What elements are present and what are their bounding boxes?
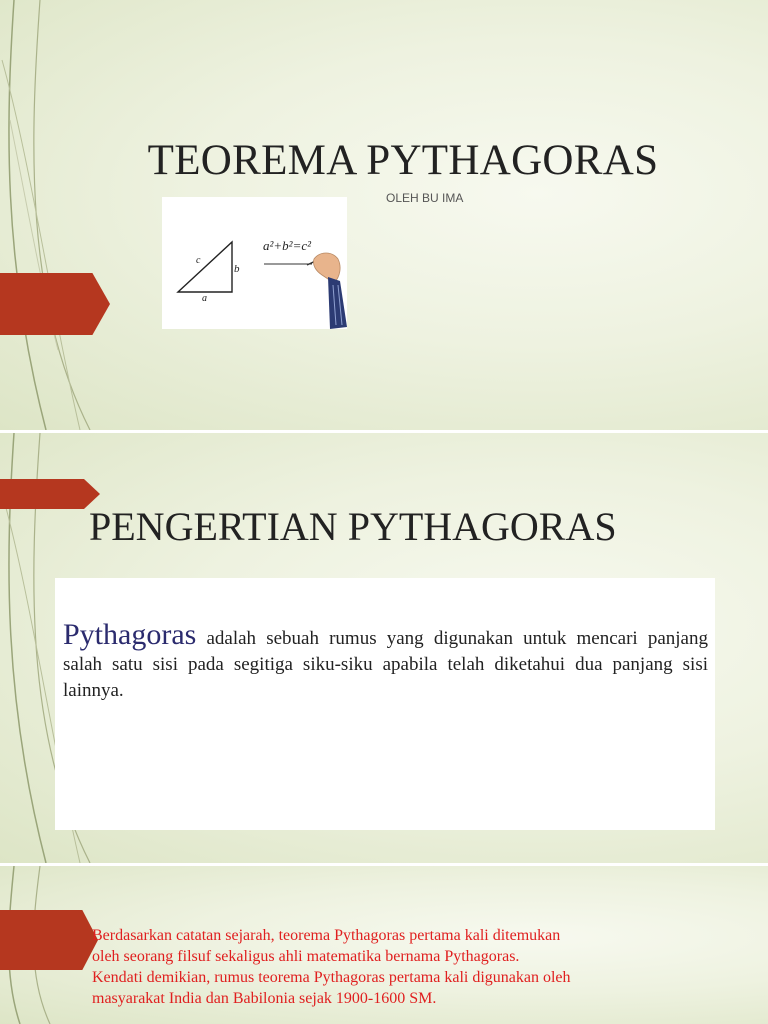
- lead-word: Pythagoras: [63, 618, 197, 651]
- history-text: [92, 925, 712, 1009]
- label-a: a: [202, 293, 207, 304]
- definition-text: [63, 618, 708, 704]
- history-line: Kendati demikian, rumus teorema Pythagoras pertama kali digunakan oleh: [92, 969, 571, 986]
- accent-arrow: [0, 910, 98, 970]
- definition-body: adalah sebuah rumus yang digunakan untuk mencari panjang salah satu sisi pada segitiga siku-siku apabila telah diketahui dua panjang sisi lainnya.: [63, 628, 708, 701]
- formula: a²+b²=c²: [263, 238, 312, 253]
- history-line: oleh seorang filsuf sekaligus ahli matematika bernama Pythagoras.: [92, 948, 520, 965]
- triangle-illustration: [162, 197, 347, 329]
- definition-box: [55, 578, 715, 830]
- history-line: masyarakat India dan Babilonia sejak 1900-1600 SM.: [92, 990, 437, 1007]
- accent-arrow: [0, 479, 100, 509]
- label-c: c: [196, 255, 201, 266]
- subtitle: OLEH BU IMA: [386, 191, 464, 205]
- page-title: TEOREMA PYTHAGORAS: [147, 137, 659, 184]
- writing-hand-icon: [307, 253, 347, 329]
- slide-history: [0, 866, 768, 1024]
- right-triangle: [178, 242, 232, 292]
- vine-decoration: [0, 0, 120, 430]
- section-title: PENGERTIAN PYTHAGORAS: [89, 504, 617, 549]
- slide-definition: [0, 433, 768, 863]
- label-b: b: [234, 263, 240, 275]
- accent-arrow: [0, 273, 110, 335]
- history-line: Berdasarkan catatan sejarah, teorema Pythagoras pertama kali ditemukan: [92, 927, 561, 944]
- slide-title: [0, 0, 768, 430]
